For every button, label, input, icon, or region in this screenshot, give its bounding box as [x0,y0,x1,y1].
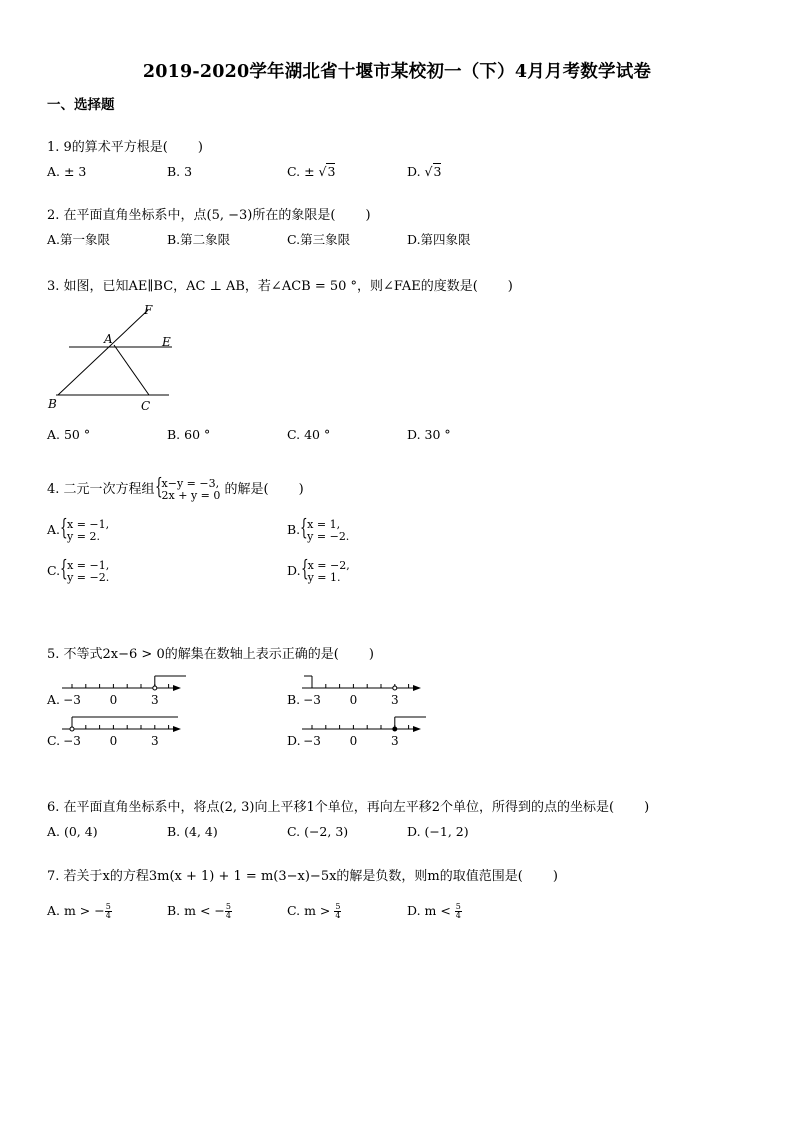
question-1-close: ) [197,140,203,155]
tick-label: 0 [349,693,358,707]
q6-option-c[interactable]: C. (−2, 3) [287,824,349,839]
question-5-close: ) [368,647,374,662]
label-e: E [162,335,171,349]
tick-label: −3 [63,693,81,707]
solution-system: { x = 1, y = −2. [300,516,350,543]
question-6-stem: 6. 在平面直角坐标系中，将点(2, 3)向上平移1个单位，再向左平移2个单位，所得到的点的坐标是( [47,800,615,815]
question-5-stem: 5. 不等式2x−6 > 0的解集在数轴上表示正确的是( [47,647,339,662]
tick-label: −3 [303,693,321,707]
question-3 [47,279,513,295]
tick-label: −3 [303,734,321,748]
question-1-stem: 1. 9的算术平方根是( [47,140,168,155]
q2-option-c[interactable]: C.第三象限 [287,232,351,247]
q6-option-a[interactable]: A. (0, 4) [47,824,98,839]
question-6 [47,800,649,816]
q1-option-c[interactable] [287,164,335,180]
sqrt-symbol: √3 [424,164,442,179]
q2-option-d[interactable]: D.第四象限 [407,232,471,247]
q7-option-d-prefix: D. m < [407,903,455,918]
q5-option-c-number-line[interactable] [58,711,198,751]
question-1 [47,140,203,156]
q3-option-c[interactable]: C. 40 ° [287,427,331,442]
sqrt-symbol: √3 [318,164,336,179]
brace-icon: { [154,475,163,500]
section-heading: 一、选择题 [47,97,115,113]
q1-option-c-prefix: C. ± [287,164,319,179]
tick-label: −3 [63,734,81,748]
fraction: $\frac{5}{4}$ [335,902,341,920]
q5-option-d-label[interactable]: D. [287,733,301,748]
q7-option-b-prefix: B. m < − [167,903,225,918]
tick-label: 3 [150,734,159,748]
tick-label: 3 [390,693,399,707]
line-fb [58,310,148,395]
brace-icon: { [300,516,308,541]
q7-option-a-prefix: A. m > − [47,903,105,918]
q5-option-b-number-line[interactable] [298,670,438,710]
question-7-close: ) [552,869,558,884]
q6-option-b[interactable]: B. (4, 4) [167,824,218,839]
q3-option-d[interactable]: D. 30 ° [407,427,451,442]
label-a: A [104,332,113,346]
question-5 [47,647,374,663]
solution-system: { x = −1, y = 2. [60,516,110,543]
open-point [70,727,74,731]
question-4 [47,475,304,502]
q5-option-a-number-line[interactable] [58,670,198,710]
question-3-stem: 3. 如图，已知AE∥BC，AC ⊥ AB，若∠ACB = 50 °，则∠FAE的度数是( [47,279,478,294]
q4-option-c-label: C. [47,563,61,578]
arrow-icon [173,726,181,732]
label-f: F [144,303,153,317]
arrow-icon [413,685,421,691]
open-point [153,686,157,690]
q5-option-b-label[interactable]: B. [287,692,301,707]
solution-system: { x = −1, y = −2. [60,557,110,584]
q6-option-d[interactable]: D. (−1, 2) [407,824,469,839]
question-4-stem-suffix: 的解是( [220,482,269,497]
q7-option-d[interactable] [407,903,462,920]
question-7-stem: 7. 若关于x的方程3m(x + 1) + 1 = m(3−x)−5x的解是负数，则m的取值范围是( [47,869,523,884]
question-6-close: ) [644,800,650,815]
q7-option-c[interactable] [287,903,341,920]
brace-icon: { [60,516,68,541]
question-3-close: ) [507,279,513,294]
q2-option-b[interactable]: B.第二象限 [167,232,231,247]
label-c: C [141,399,151,413]
arrow-icon [413,726,421,732]
q1-option-b[interactable]: B. 3 [167,164,193,179]
fraction: $\frac{5}{4}$ [455,902,461,920]
q4-option-a-label: A. [47,522,61,537]
brace-icon: { [300,557,309,582]
tick-label: 3 [150,693,159,707]
q7-option-c-prefix: C. m > [287,903,335,918]
q1-option-a[interactable]: A. ± 3 [47,164,87,179]
question-2-close: ) [365,208,371,223]
q3-option-b[interactable]: B. 60 ° [167,427,211,442]
q4-option-c[interactable] [47,557,110,584]
question-2-stem: 2. 在平面直角坐标系中，点(5, −3)所在的象限是( [47,208,336,223]
line-ac [114,345,149,395]
q7-option-b[interactable] [167,903,232,920]
label-b: B [48,397,57,411]
tick-label: 3 [390,734,399,748]
tick-label: 0 [109,734,118,748]
solution-system: { x = −2, y = 1. [300,557,350,584]
equation-system: { x−y = −3, 2x + y = 0 [154,475,221,502]
q5-option-a-label[interactable]: A. [47,692,61,707]
q2-option-a[interactable]: A.第一象限 [47,232,111,247]
tick-label: 0 [109,693,118,707]
q4-option-a[interactable] [47,516,110,543]
q3-option-a[interactable]: A. 50 ° [47,427,91,442]
q1-option-d[interactable] [407,164,441,180]
tick-label: 0 [349,734,358,748]
q3-geometry-figure [44,300,194,416]
question-4-stem-prefix: 4. 二元一次方程组 [47,482,155,497]
exam-title: 2019-2020学年湖北省十堰市某校初一（下）4月月考数学试卷 [142,62,652,82]
q4-option-d[interactable] [287,557,350,584]
arrow-icon [173,685,181,691]
question-4-close: ) [298,482,304,497]
closed-point [393,727,397,731]
question-7 [47,869,558,885]
question-2 [47,208,371,224]
brace-icon: { [60,557,68,582]
q4-option-b[interactable] [287,516,350,543]
fraction: $\frac{5}{4}$ [105,902,111,920]
q4-option-d-label: D. [287,563,301,578]
q1-option-d-prefix: D. [407,164,425,179]
q7-option-a[interactable] [47,903,112,920]
q5-option-c-label[interactable]: C. [47,733,61,748]
open-point [393,686,397,690]
q4-option-b-label: B. [287,522,301,537]
q5-option-d-number-line[interactable] [298,711,438,751]
fraction: $\frac{5}{4}$ [225,902,231,920]
